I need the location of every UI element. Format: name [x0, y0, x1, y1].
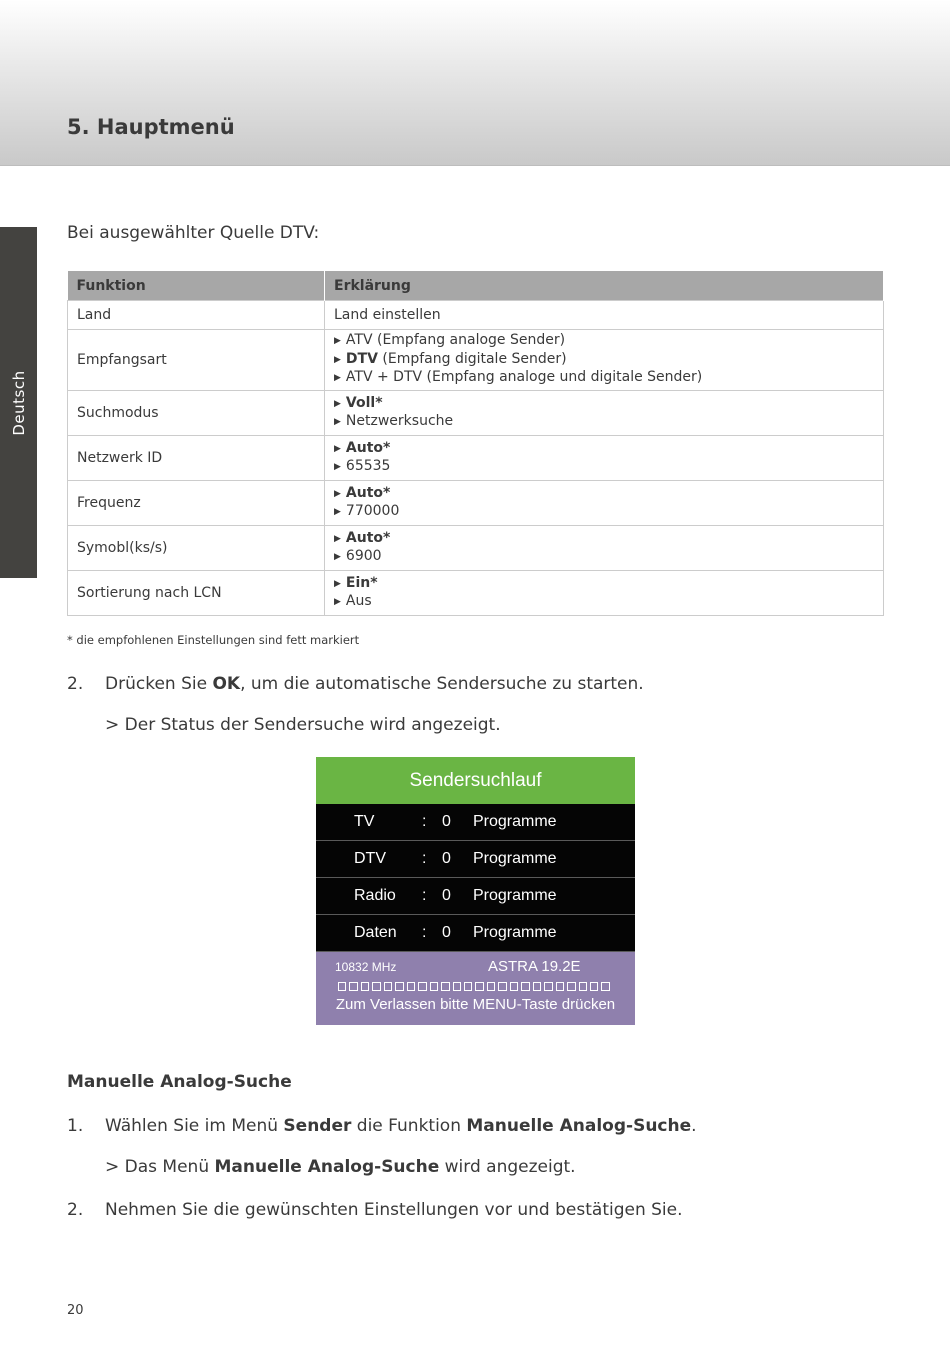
progress-segment [395, 982, 403, 991]
osd-row-colon: : [422, 924, 427, 941]
function-cell: Frequenz [68, 481, 325, 526]
progress-segment [579, 982, 587, 991]
manual-step-2 [67, 1200, 683, 1220]
progress-segment [601, 982, 609, 991]
step-text: . [691, 1116, 697, 1136]
option-bold: Auto* [345, 529, 391, 546]
step-number: 1. [67, 1116, 84, 1136]
osd-row-unit: Programme [473, 850, 557, 867]
function-cell: Empfangsart [68, 330, 325, 391]
osd-title: Sendersuchlauf [316, 757, 635, 804]
osd-row-colon: : [422, 887, 427, 904]
option-item [334, 413, 874, 432]
option-item [334, 458, 874, 477]
option-item [334, 485, 874, 504]
option-bold: Auto* [345, 484, 391, 501]
progress-segment [487, 982, 495, 991]
step-2-result: > Der Status der Sendersuche wird angezeigt. [105, 715, 501, 735]
table-row [68, 301, 884, 330]
osd-row-data [316, 915, 635, 952]
option-item [334, 548, 874, 567]
column-header-explanation: Erklärung [325, 271, 884, 301]
table-header-row [68, 271, 884, 301]
function-cell: Suchmodus [68, 391, 325, 436]
progress-segment [510, 982, 518, 991]
explanation-cell [325, 436, 884, 481]
progress-segment [544, 982, 552, 991]
osd-row-count: 0 [442, 924, 451, 941]
manual-step-1-result [105, 1157, 576, 1177]
osd-progress-bar [338, 982, 610, 991]
intro-text: Bei ausgewählter Quelle DTV: [67, 223, 320, 243]
table-row [68, 391, 884, 436]
option-item [334, 575, 874, 594]
osd-row-tv [316, 804, 635, 841]
option-text: 6900 [345, 548, 382, 564]
osd-row-radio [316, 878, 635, 915]
osd-row-label: Daten [354, 924, 397, 941]
osd-row-unit: Programme [473, 887, 557, 904]
table-row [68, 571, 884, 616]
option-item [334, 593, 874, 612]
progress-segment [498, 982, 506, 991]
option-item [334, 332, 874, 351]
step-text: wird angezeigt. [439, 1157, 576, 1177]
progress-segment [418, 982, 426, 991]
osd-row-count: 0 [442, 850, 451, 867]
function-cell: Netzwerk ID [68, 436, 325, 481]
option-text: ATV (Empfang analoge Sender) [345, 332, 566, 349]
osd-row-label: Radio [354, 887, 396, 904]
footnote: * die empfohlenen Einstellungen sind fett markiert [67, 633, 360, 647]
option-item [334, 351, 874, 370]
osd-row-count: 0 [442, 887, 451, 904]
progress-segment [475, 982, 483, 991]
progress-segment [430, 982, 438, 991]
step-text: , um die automatische Sendersuche zu starten. [240, 674, 644, 694]
page-number: 20 [67, 1303, 84, 1318]
function-cell: Symobl(ks/s) [68, 526, 325, 571]
table-row [68, 481, 884, 526]
table-row [68, 436, 884, 481]
option-item [334, 395, 874, 414]
page-title: 5. Hauptmenü [67, 115, 235, 139]
osd-status-panel [316, 952, 635, 1025]
progress-segment [441, 982, 449, 991]
step-function-name: Manuelle Analog-Suche [466, 1116, 692, 1136]
osd-exit-hint: Zum Verlassen bitte MENU-Taste drücken [335, 996, 616, 1013]
osd-row-unit: Programme [473, 813, 557, 830]
progress-segment [453, 982, 461, 991]
explanation-cell: Land einstellen [325, 301, 884, 330]
function-cell: Sortierung nach LCN [68, 571, 325, 616]
step-menu-name: Sender [283, 1116, 352, 1136]
option-bold: Auto* [345, 439, 391, 456]
osd-row-unit: Programme [473, 924, 557, 941]
step-text: Drücken Sie [105, 674, 213, 694]
function-cell: Land [68, 301, 325, 330]
step-text: Nehmen Sie die gewünschten Einstellungen vor und bestätigen Sie. [105, 1200, 683, 1220]
manual-step-1 [67, 1116, 697, 1136]
osd-satellite: ASTRA 19.2E [488, 958, 581, 975]
language-tab [0, 227, 37, 578]
step-text: Wählen Sie im Menü [105, 1116, 284, 1136]
osd-row-label: DTV [354, 850, 386, 867]
channel-search-screen [316, 757, 635, 1025]
progress-segment [407, 982, 415, 991]
option-text: Aus [345, 593, 372, 609]
explanation-cell [325, 481, 884, 526]
progress-segment [349, 982, 357, 991]
step-text: > Das Menü [105, 1157, 215, 1177]
section-title: Manuelle Analog-Suche [67, 1072, 292, 1092]
progress-segment [533, 982, 541, 991]
osd-row-dtv [316, 841, 635, 878]
option-text: Netzwerksuche [345, 413, 454, 429]
option-text: ATV + DTV (Empfang analoge und digitale Sender) [345, 369, 703, 386]
table-row [68, 330, 884, 391]
step-menu-name: Manuelle Analog-Suche [214, 1157, 440, 1177]
step-text: die Funktion [351, 1116, 467, 1136]
progress-segment [361, 982, 369, 991]
option-text: 65535 [345, 458, 391, 474]
progress-segment [338, 982, 346, 991]
function-table [67, 271, 884, 616]
progress-segment [590, 982, 598, 991]
osd-frequency: 10832 MHz [335, 960, 397, 974]
option-bold: Ein* [345, 574, 378, 591]
osd-row-colon: : [422, 850, 427, 867]
osd-row-count: 0 [442, 813, 451, 830]
step-number: 2. [67, 1200, 84, 1220]
explanation-cell [325, 391, 884, 436]
explanation-cell [325, 571, 884, 616]
option-item [334, 440, 874, 459]
option-text: (Empfang digitale Sender) [377, 350, 567, 367]
option-item [334, 369, 874, 388]
page-header [0, 0, 950, 166]
progress-segment [372, 982, 380, 991]
option-text: 770000 [345, 503, 400, 519]
option-item [334, 503, 874, 522]
option-item [334, 530, 874, 549]
option-bold: Voll* [345, 394, 383, 411]
language-tab-label: Deutsch [9, 369, 28, 436]
osd-row-colon: : [422, 813, 427, 830]
table-row [68, 526, 884, 571]
progress-segment [464, 982, 472, 991]
progress-segment [521, 982, 529, 991]
progress-segment [384, 982, 392, 991]
progress-segment [556, 982, 564, 991]
progress-segment [567, 982, 575, 991]
step-key: OK [212, 674, 241, 694]
step-2 [67, 674, 644, 694]
osd-row-label: TV [354, 813, 375, 830]
explanation-cell [325, 330, 884, 391]
column-header-function: Funktion [68, 271, 325, 301]
step-number: 2. [67, 674, 84, 694]
option-bold: DTV [345, 350, 378, 367]
explanation-cell [325, 526, 884, 571]
